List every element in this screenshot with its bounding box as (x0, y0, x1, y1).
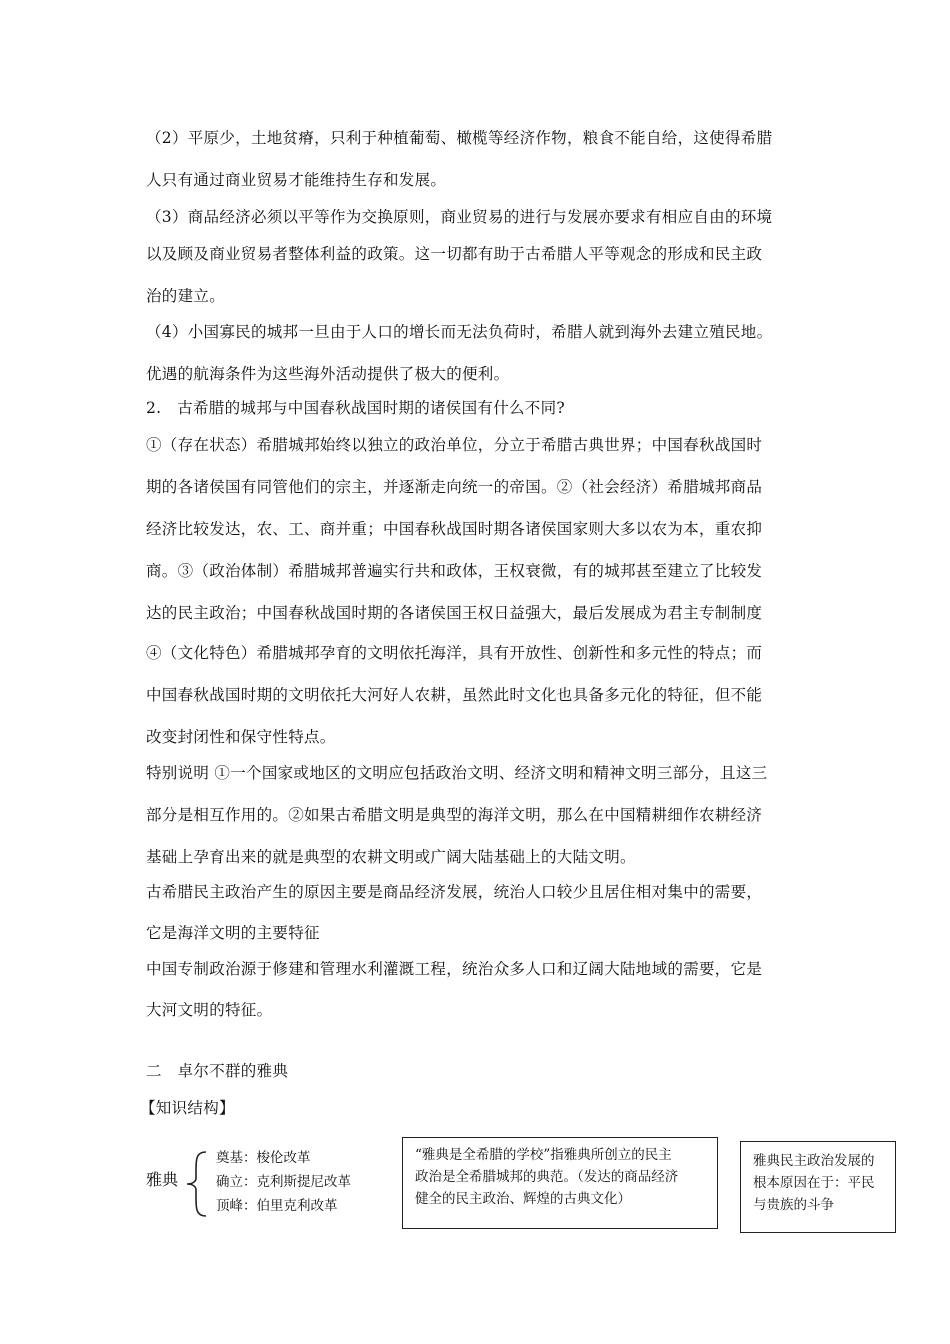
branch-establishment: 确立：克利斯提尼改革 (216, 1174, 351, 1190)
box-line: 雅典民主政治发展的 (753, 1153, 875, 1169)
text-line: 以及顾及商业贸易者整体利益的政策。这一切都有助于古希腊人平等观念的形成和民主政 (146, 245, 763, 263)
text-line: 特别说明 ①一个国家或地区的文明应包括政治文明、经济文明和精神文明三部分，且这三 (146, 764, 768, 782)
section-heading: 二 卓尔不群的雅典 (146, 1062, 289, 1080)
text-line: 商。③（政治体制）希腊城邦普遍实行共和政体，王权衰微，有的城邦甚至建立了比较发 (146, 562, 763, 580)
text-line: 古希腊民主政治产生的原因主要是商品经济发展，统治人口较少且居住相对集中的需要， (146, 883, 763, 901)
text-line: 中国春秋战国时期的文明依托大河好人农耕，虽然此时文化也具备多元化的特征，但不能 (146, 686, 763, 704)
box-line: 健全的民主政治、辉煌的古典文化） (415, 1191, 631, 1207)
text-line: （4）小国寡民的城邦一旦由于人口的增长而无法负荷时，希腊人就到海外去建立殖民地。 (146, 323, 773, 341)
branch-foundation: 奠基：梭伦改革 (216, 1150, 311, 1166)
text-line: 人只有通过商业贸易才能维持生存和发展。 (146, 171, 447, 189)
text-line: 治的建立。 (146, 287, 226, 305)
knowledge-structure-label: 【知识结构】 (140, 1099, 235, 1117)
question-heading: 2. 古希腊的城邦与中国春秋战国时期的诸侯国有什么不同? (146, 399, 566, 417)
text-line: 部分是相互作用的。②如果古希腊文明是典型的海洋文明，那么在中国精耕细作农耕经济 (146, 806, 763, 824)
text-line: ①（存在状态）希腊城邦始终以独立的政治单位，分立于希腊古典世界；中国春秋战国时 (146, 436, 763, 454)
text-line: 经济比较发达，农、工、商并重；中国春秋战国时期各诸侯国家则大多以农为本，重农抑 (146, 520, 763, 538)
root-cause-box (740, 1141, 896, 1233)
text-line: 改变封闭性和保守性特点。 (146, 728, 336, 746)
brace-icon (184, 1150, 210, 1218)
text-line: 它是海洋文明的主要特征 (146, 924, 320, 942)
branch-peak: 顶峰：伯里克利改革 (216, 1198, 338, 1214)
text-line: 达的民主政治；中国春秋战国时期的各诸侯国王权日益强大，最后发展成为君主专制制度 (146, 604, 763, 622)
text-line: 大河文明的特征。 (146, 1001, 273, 1019)
box-line: “雅典是全希腊的学校”指雅典所创立的民主 (415, 1147, 672, 1163)
athens-school-box (402, 1137, 718, 1229)
text-line: 基础上孕育出来的就是典型的农耕文明或广阔大陆基础上的大陆文明。 (146, 848, 636, 866)
diagram-root-label: 雅典 (146, 1170, 179, 1189)
text-line: ④（文化特色）希腊城邦孕育的文明依托海洋，具有开放性、创新性和多元性的特点；而 (146, 644, 763, 662)
box-line: 根本原因在于：平民 (753, 1175, 875, 1191)
text-line: （3）商品经济必须以平等作为交换原则，商业贸易的进行与发展亦要求有相应自由的环境 (146, 208, 773, 226)
text-line: 中国专制政治源于修建和管理水利灌溉工程，统治众多人口和辽阔大陆地域的需要，它是 (146, 960, 763, 978)
text-line: 优遇的航海条件为这些海外活动提供了极大的便利。 (146, 365, 510, 383)
text-line: （2）平原少，土地贫瘠，只利于种植葡萄、橄榄等经济作物，粮食不能自给，这使得希腊 (146, 129, 773, 147)
text-line: 期的各诸侯国有同管他们的宗主，并逐渐走向统一的帝国。②（社会经济）希腊城邦商品 (146, 478, 763, 496)
box-line: 政治是全希腊城邦的典范。（发达的商品经济 (415, 1169, 679, 1185)
box-line: 与贵族的斗争 (753, 1197, 834, 1213)
